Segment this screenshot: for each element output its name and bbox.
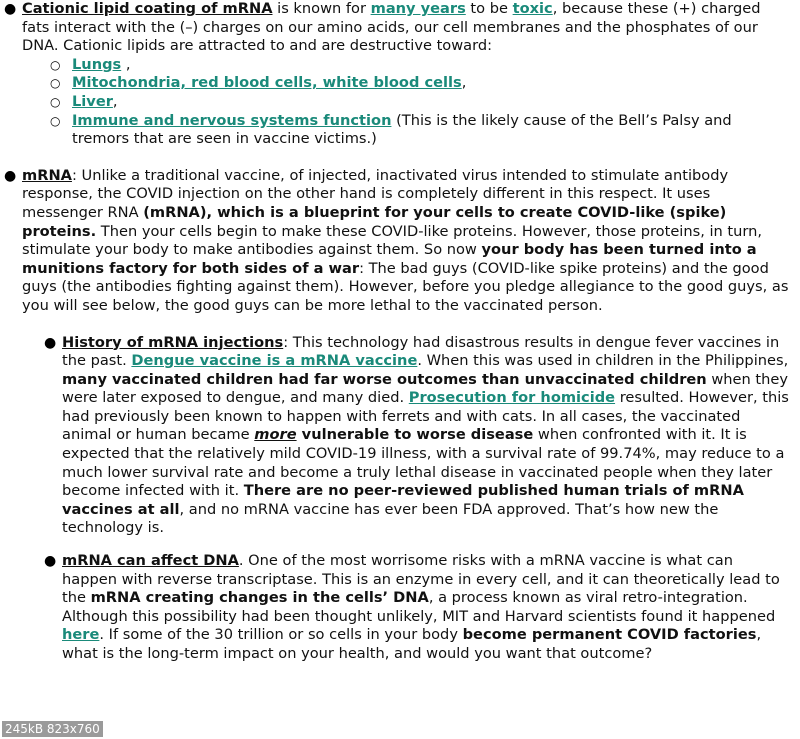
text-span: : The bad guys (COVID-like spike proteins) and the good guys (the antibodies fighting against them). However, before you pledge allegiance to the good guys, as you will see below, the good guys can be more lethal to the vaccinated person. [22,259,789,314]
spacer [0,316,790,334]
bold-italic-text: more [254,426,297,444]
bold-text: your body has been turned into a munitions factory for both sides of a war [22,241,757,277]
spacer [0,149,790,167]
sub-bullet-list [50,56,790,149]
text-span: , [121,55,131,73]
bullet-circle-icon: ○ [50,57,61,72]
spacer [0,538,790,552]
bold-text: There are no peer-reviewed published human trials of mRNA vaccines at all [62,482,744,518]
text-span: , and no mRNA vaccine has ever been FDA approved. That’s how new the technology is. [62,500,719,537]
link-here[interactable]: here [62,626,100,644]
text-span: to be [465,0,513,17]
sub-item-mitochondria [50,74,790,93]
bullet-disc-icon: ● [4,1,17,17]
list-item-cationic-lipid [0,0,790,149]
text-span: , because these (+) charged fats interact with the (–) charges on our amino acids, our cell membranes and the phosphates of our DNA. Cationic lipids are attracted to and are destructive toward: [22,0,761,55]
text-span: : This technology had disastrous results in dengue fever vaccines in the past. [62,333,780,370]
link-immune-nervous[interactable]: Immune and nervous systems function [72,111,392,129]
bold-text: vulnerable to worse disease [296,426,534,444]
heading-history: History of mRNA injections [62,333,284,351]
list-item-dna [0,552,790,664]
link-mitochondria[interactable]: Mitochondria, red blood cells, white blood cells [72,74,462,92]
list-item-history [0,334,790,539]
text-span: resulted. However, this had previously been known to happen with ferrets and with cats. In all cases, the vaccinated animal or human became [62,389,789,444]
bullet-disc-icon: ● [44,334,57,351]
link-dengue-vaccine[interactable]: Dengue vaccine is a mRNA vaccine [131,352,418,370]
text-span: . When this was used in children in the Philippines, [417,352,789,370]
bullet-circle-icon: ○ [50,94,61,109]
bullet-disc-icon: ● [4,167,17,184]
sub-item-lungs [50,56,790,75]
link-many-years[interactable]: many years [370,0,466,17]
main-bullet-list [0,0,790,316]
link-liver[interactable]: Liver [72,92,113,110]
text-span: (This is the likely cause of the Bell’s Palsy and tremors that are seen in vaccine victims.) [72,111,732,148]
bold-text: mRNA creating changes in the cells’ DNA [90,589,429,607]
text-span: when they were later exposed to dengue, and many died. [62,370,788,407]
bullet-circle-icon: ○ [50,113,61,128]
paragraph-dna [62,552,790,664]
link-prosecution-homicide[interactable]: Prosecution for homicide [408,389,616,407]
bold-text: many vaccinated children had far worse outcomes than unvaccinated children [62,370,707,388]
text-span: , what is the long-term impact on your health, and would you want that outcome? [62,626,762,662]
paragraph-cationic [22,0,790,56]
heading-cationic-lipid: Cationic lipid coating of mRNA [22,0,273,17]
text-span: , [461,74,467,92]
text-span: , a process known as viral retro-integration. Although this possibility had been thought unlikely, MIT and Harvard scientists found it happened [62,589,776,625]
link-toxic[interactable]: toxic [512,0,553,17]
paragraph-history [62,334,790,539]
sub-item-liver [50,93,790,112]
text-span: . If some of the 30 trillion or so cells in your body [99,626,463,644]
text-span: . One of the most worrisome risks with a mRNA vaccine is what can happen with reverse transcriptase. This is an enzyme in every cell, and it can theoretically lead to the [62,552,780,607]
heading-mrna: mRNA [22,166,72,184]
bullet-disc-icon: ● [44,553,57,570]
heading-dna: mRNA can affect DNA [62,552,239,570]
text-span: Then your cells begin to make these COVID-like proteins. However, those proteins, in turn, stimulate your body to make antibodies against them. So now [22,222,763,259]
list-item-mrna [0,167,790,316]
text-span: : Unlike a traditional vaccine, of injected, inactivated virus intended to stimulate antibody response, the COVID injection on the other hand is completely different in this respect. It uses messenger RNA [22,166,729,221]
bullet-circle-icon: ○ [50,76,61,91]
text-span: when confronted with it. It is expected that the relatively mild COVID-19 illness, with a survival rate of 99.74%, may reduce to a much lower survival rate and become a truly lethal disease in vaccinated people when they later become infected with it. [62,426,785,500]
text-span: , [112,92,118,110]
bold-text: become permanent COVID factories [462,626,757,644]
paragraph-mrna [22,167,790,316]
sub-item-immune [50,112,790,149]
inner-bullet-list [0,334,790,664]
image-size-overlay: 245kB 823x760 [2,721,103,737]
link-lungs[interactable]: Lungs [72,55,122,73]
text-span: is known for [272,0,371,17]
bold-text: (mRNA), which is a blueprint for your cells to create COVID-like (spike) proteins. [22,203,727,240]
